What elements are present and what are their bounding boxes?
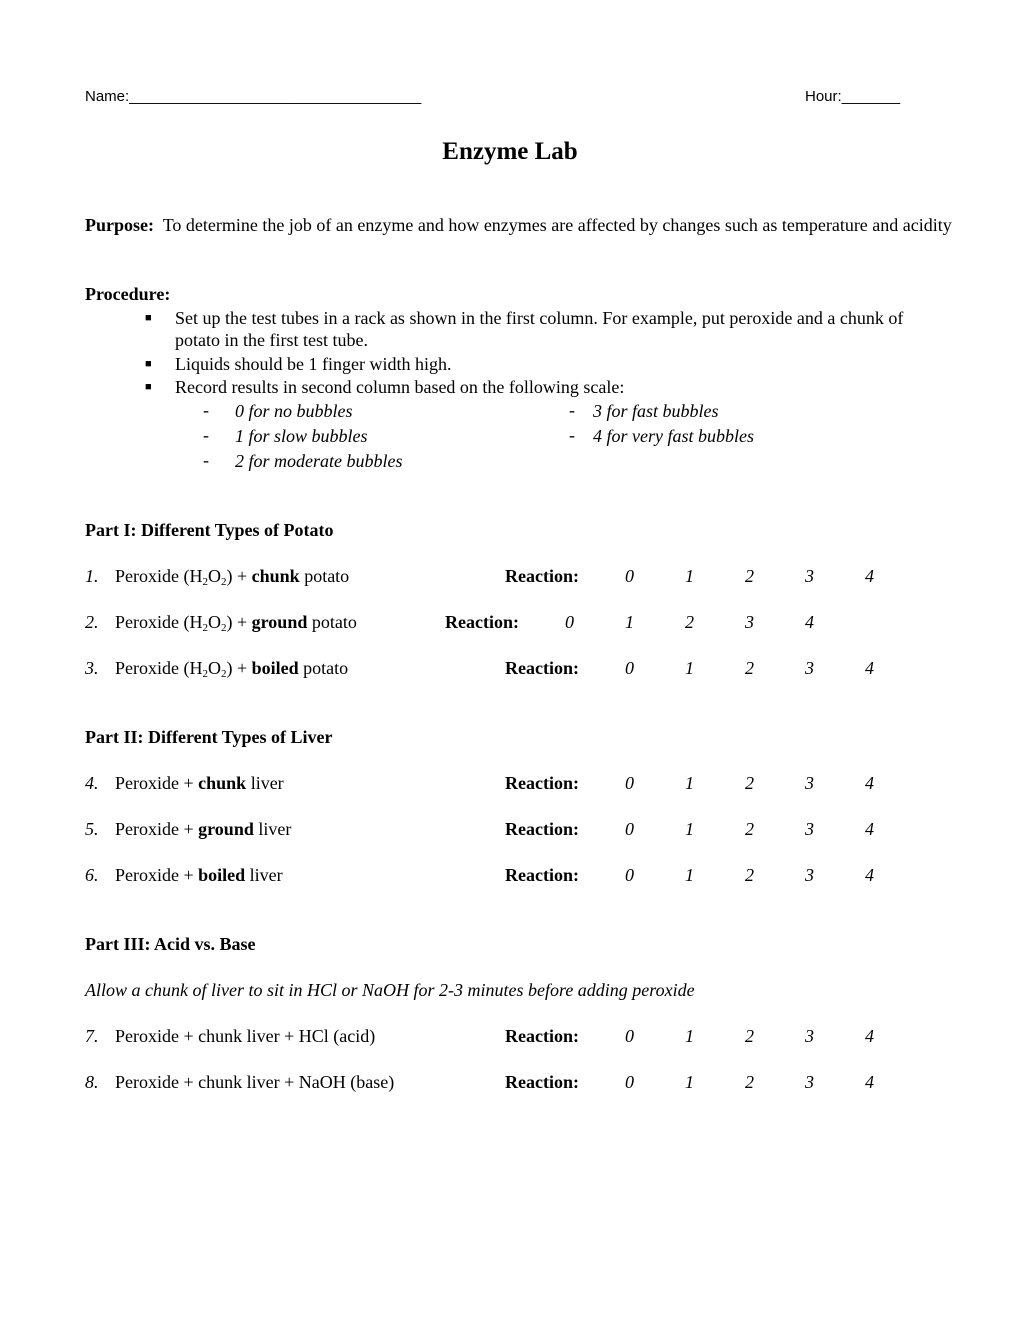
item-text: Peroxide + chunk liver + HCl (acid) xyxy=(115,1026,376,1046)
reaction-option-0[interactable]: 0 xyxy=(625,773,634,793)
item-description xyxy=(115,1026,375,1047)
reaction-option-1[interactable]: 1 xyxy=(685,865,694,885)
subscript: 2 xyxy=(202,576,208,588)
dash: - xyxy=(569,425,575,445)
scale-item: 2 for moderate bubbles xyxy=(235,451,403,471)
scale-item: 0 for no bubbles xyxy=(235,401,353,421)
procedure-step: Liquids should be 1 finger width high. xyxy=(175,354,452,374)
reaction-label: Reaction: xyxy=(505,1026,579,1046)
item-text: Peroxide + chunk liver + NaOH (base) xyxy=(115,1072,395,1092)
reaction-label: Reaction: xyxy=(505,865,579,885)
item-text: Peroxide + xyxy=(115,819,199,839)
item-number: 5. xyxy=(85,819,99,839)
scale-item: 1 for slow bubbles xyxy=(235,426,368,446)
procedure-step: Record results in second column based on the following scale: xyxy=(175,377,625,397)
item-number: 1. xyxy=(85,566,99,586)
reaction-label: Reaction: xyxy=(505,1072,579,1092)
page-title: Enzyme Lab xyxy=(442,138,578,165)
name-field[interactable] xyxy=(85,88,421,105)
reaction-option-3[interactable]: 3 xyxy=(805,773,814,793)
dash: - xyxy=(203,425,209,445)
item-text: potato xyxy=(298,658,349,678)
reaction-option-1[interactable]: 1 xyxy=(685,566,694,586)
item-text: Peroxide (H xyxy=(115,658,203,678)
reaction-option-2[interactable]: 2 xyxy=(745,773,754,793)
purpose-text: To determine the job of an enzyme and how enzymes are affected by changes such as temperature and acidity xyxy=(162,215,952,235)
reaction-option-4[interactable]: 4 xyxy=(865,566,874,586)
bullet-icon: ■ xyxy=(145,358,152,370)
reaction-option-0[interactable]: 0 xyxy=(565,612,574,632)
reaction-option-3[interactable]: 3 xyxy=(745,612,754,632)
dash: - xyxy=(203,450,209,470)
item-text: Peroxide (H xyxy=(115,612,203,632)
item-number: 8. xyxy=(85,1072,99,1092)
reaction-option-2[interactable]: 2 xyxy=(745,566,754,586)
reaction-option-4[interactable]: 4 xyxy=(865,1072,874,1092)
item-description xyxy=(115,773,284,794)
subscript: 2 xyxy=(220,622,227,634)
reaction-option-4[interactable]: 4 xyxy=(805,612,814,632)
item-text: ground xyxy=(251,612,308,632)
purpose xyxy=(85,214,1000,237)
subscript: 2 xyxy=(202,668,208,680)
reaction-label: Reaction: xyxy=(505,773,579,793)
reaction-option-1[interactable]: 1 xyxy=(685,819,694,839)
reaction-option-3[interactable]: 3 xyxy=(805,658,814,678)
item-text: liver xyxy=(253,819,292,839)
item-description xyxy=(115,566,349,587)
item-text: Peroxide + xyxy=(115,773,199,793)
reaction-option-1[interactable]: 1 xyxy=(625,612,634,632)
reaction-option-2[interactable]: 2 xyxy=(745,819,754,839)
reaction-option-3[interactable]: 3 xyxy=(805,566,814,586)
item-text: liver xyxy=(246,773,284,793)
item-text: liver xyxy=(245,865,283,885)
reaction-option-1[interactable]: 1 xyxy=(685,1072,694,1092)
item-number: 6. xyxy=(85,865,99,885)
item-text: boiled xyxy=(251,658,299,678)
item-number: 2. xyxy=(85,612,99,632)
part-heading: Part I: Different Types of Potato xyxy=(85,520,334,540)
hour-field[interactable] xyxy=(805,88,900,105)
item-description xyxy=(115,612,357,633)
subscript: 2 xyxy=(220,576,227,588)
reaction-option-3[interactable]: 3 xyxy=(805,1026,814,1046)
item-text: O xyxy=(207,612,221,632)
item-text: Peroxide + xyxy=(115,865,199,885)
item-description xyxy=(115,865,283,886)
item-number: 3. xyxy=(85,658,99,678)
part-heading: Part II: Different Types of Liver xyxy=(85,727,333,747)
subscript: 2 xyxy=(202,622,208,634)
reaction-option-3[interactable]: 3 xyxy=(805,819,814,839)
reaction-option-0[interactable]: 0 xyxy=(625,865,634,885)
item-description xyxy=(115,819,291,840)
item-text: chunk xyxy=(198,773,247,793)
item-text: ) + xyxy=(226,566,252,586)
item-number: 7. xyxy=(85,1026,99,1046)
reaction-option-0[interactable]: 0 xyxy=(625,658,634,678)
reaction-option-3[interactable]: 3 xyxy=(805,865,814,885)
hour-label: Hour: xyxy=(805,88,842,105)
item-text: boiled xyxy=(198,865,246,885)
reaction-option-0[interactable]: 0 xyxy=(625,566,634,586)
purpose-label: Purpose: xyxy=(85,215,154,235)
reaction-option-2[interactable]: 2 xyxy=(745,865,754,885)
item-description xyxy=(115,1072,394,1093)
reaction-label: Reaction: xyxy=(505,566,579,586)
reaction-label: Reaction: xyxy=(445,612,519,632)
scale-item: 3 for fast bubbles xyxy=(593,401,719,421)
subscript: 2 xyxy=(220,668,227,680)
reaction-option-0[interactable]: 0 xyxy=(625,1072,634,1092)
item-text: ) + xyxy=(226,658,252,678)
item-text: ) + xyxy=(226,612,252,632)
dash: - xyxy=(203,400,209,420)
dash: - xyxy=(569,400,575,420)
reaction-option-4[interactable]: 4 xyxy=(865,865,874,885)
reaction-option-0[interactable]: 0 xyxy=(625,1026,634,1046)
reaction-option-4[interactable]: 4 xyxy=(865,1026,874,1046)
reaction-option-2[interactable]: 2 xyxy=(745,1072,754,1092)
item-description xyxy=(115,658,348,679)
part-heading: Part III: Acid vs. Base xyxy=(85,934,256,954)
name-blank[interactable]: ___________________________________ xyxy=(129,88,422,105)
reaction-label: Reaction: xyxy=(505,658,579,678)
reaction-option-2[interactable]: 2 xyxy=(685,612,694,632)
part3-note: Allow a chunk of liver to sit in HCl or NaOH for 2-3 minutes before adding peroxide xyxy=(85,980,695,1000)
reaction-label: Reaction: xyxy=(505,819,579,839)
name-label: Name: xyxy=(85,88,130,105)
bullet-icon: ■ xyxy=(145,381,152,393)
reaction-option-0[interactable]: 0 xyxy=(625,819,634,839)
reaction-option-1[interactable]: 1 xyxy=(685,773,694,793)
reaction-option-4[interactable]: 4 xyxy=(865,773,874,793)
reaction-option-1[interactable]: 1 xyxy=(685,1026,694,1046)
item-text: potato xyxy=(307,612,357,632)
reaction-option-4[interactable]: 4 xyxy=(865,658,874,678)
scale-item: 4 for very fast bubbles xyxy=(593,426,754,446)
hour-blank[interactable]: _______ xyxy=(841,88,901,105)
reaction-option-2[interactable]: 2 xyxy=(745,658,754,678)
item-text: chunk xyxy=(251,566,300,586)
procedure-step: Set up the test tubes in a rack as shown in the first column. For example, put peroxide and a chunk of potato in the first test tube. xyxy=(175,308,904,350)
item-text: Peroxide (H xyxy=(115,566,203,586)
item-text: O xyxy=(207,658,221,678)
item-text: O xyxy=(207,566,221,586)
reaction-option-1[interactable]: 1 xyxy=(685,658,694,678)
reaction-option-4[interactable]: 4 xyxy=(865,819,874,839)
bullet-icon: ■ xyxy=(145,312,152,324)
item-text: potato xyxy=(299,566,350,586)
reaction-option-3[interactable]: 3 xyxy=(805,1072,814,1092)
item-number: 4. xyxy=(85,773,99,793)
item-text: ground xyxy=(198,819,254,839)
procedure-label: Procedure: xyxy=(85,284,171,304)
reaction-option-2[interactable]: 2 xyxy=(745,1026,754,1046)
